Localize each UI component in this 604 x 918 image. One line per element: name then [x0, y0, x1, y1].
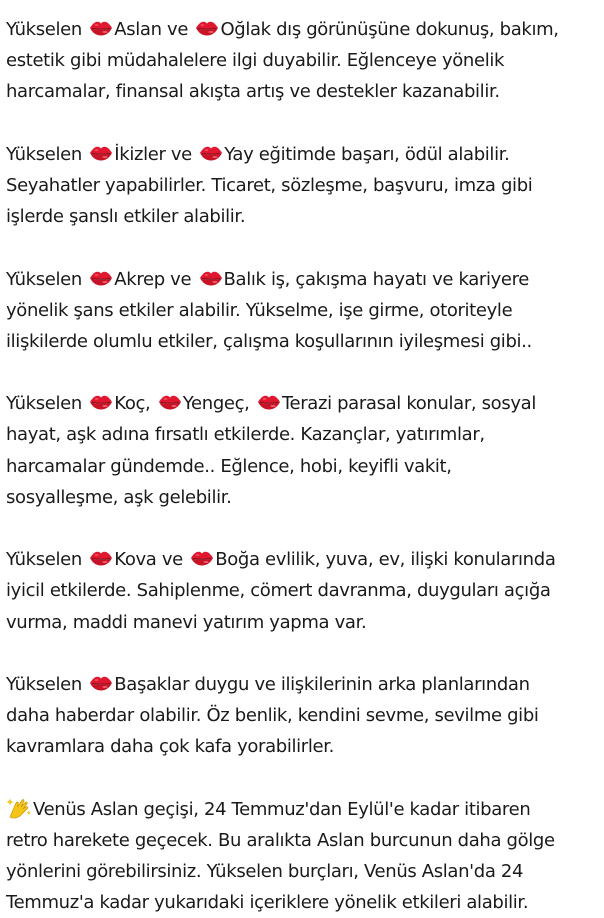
line-prefix: Yükselen	[6, 673, 88, 695]
kiss-mark-icon	[158, 393, 182, 411]
text-line	[6, 544, 600, 575]
kiss-mark-icon	[89, 549, 113, 567]
line-prefix: Yükselen	[6, 268, 88, 290]
kiss-mark-icon	[89, 269, 113, 287]
line-segment: Terazi parasal konular, sosyal	[281, 393, 537, 415]
line-segment: Başaklar duygu ve ilişkilerinin arka planlarından	[114, 673, 530, 695]
kiss-mark-icon	[190, 549, 214, 567]
line-segment: Venüs Aslan geçişi, 24 Temmuz'dan Eylül'e kadar itibaren	[33, 798, 531, 820]
paragraph-gap	[6, 357, 600, 388]
line-prefix: Yükselen	[6, 549, 88, 571]
kiss-mark-icon	[89, 144, 113, 162]
paragraph-venus-aslan	[6, 794, 600, 918]
paragraph-aslan-oglak	[6, 14, 600, 108]
paragraph-akrep-balik	[6, 264, 600, 358]
line-prefix: Yükselen	[6, 393, 88, 415]
paragraph-gap	[6, 638, 600, 669]
text-line: vurma, maddi manevi yatırım yapma var.	[6, 611, 367, 633]
line-segment: İkizler ve	[114, 143, 198, 165]
paragraph-gap	[6, 763, 600, 794]
line-segment: Balık iş, çakışma hayatı ve kariyere	[223, 268, 530, 290]
text-line: retro harekete geçecek. Bu aralıkta Aslan burcunun daha gölge	[6, 829, 555, 851]
text-line: daha haberdar olabilir. Öz benlik, kendini sevme, sevilme gibi	[6, 705, 539, 727]
text-line: kavramlara daha çok kafa yorabilirler.	[6, 736, 335, 758]
text-line: yönelik şans etkiler alabilir. Yükselme, işe girme, otoriteyle	[6, 299, 513, 321]
line-segment: Kova ve	[114, 549, 189, 571]
text-line: Seyahatler yapabilirler. Ticaret, sözleşme, başvuru, imza gibi	[6, 174, 533, 196]
text-line: harcamalar, finansal akışta artış ve destekler kazanabilir.	[6, 81, 500, 103]
paragraph-ikizler-yay	[6, 139, 600, 233]
text-line	[6, 264, 600, 295]
text-line	[6, 388, 600, 419]
text-line	[6, 669, 600, 700]
text-line: hayat, aşk adına fırsatlı etkilerde. Kazançlar, yatırımlar,	[6, 424, 485, 446]
paragraph-gap	[6, 232, 600, 263]
kiss-mark-icon	[195, 19, 219, 37]
paragraph-koc-yengec-terazi	[6, 388, 600, 513]
kiss-mark-icon	[89, 393, 113, 411]
text-line: yönlerini görebilirsiniz. Yükselen burçları, Venüs Aslan'da 24	[6, 861, 524, 883]
line-segment: Koç,	[114, 393, 156, 415]
post-body	[6, 0, 600, 918]
kiss-mark-icon	[89, 19, 113, 37]
line-segment: Akrep ve	[114, 268, 197, 290]
paragraph-gap	[6, 513, 600, 544]
text-line	[6, 139, 600, 170]
line-segment: Aslan ve	[114, 19, 194, 40]
line-prefix: Yükselen	[6, 143, 88, 165]
text-line: ilişkilerde olumlu etkiler, çalışma koşullarının iyileşmesi gibi..	[6, 330, 532, 352]
paragraph-basak	[6, 669, 600, 763]
sparkle-hands-icon	[6, 797, 32, 819]
text-line: harcamalar gündemde.. Eğlence, hobi, keyifli vakit,	[6, 455, 452, 477]
kiss-mark-icon	[257, 393, 281, 411]
paragraph-gap	[6, 108, 600, 139]
line-segment: Yengeç,	[182, 393, 255, 415]
text-line	[6, 14, 600, 45]
kiss-mark-icon	[199, 144, 223, 162]
paragraph-kova-boga	[6, 544, 600, 638]
text-line: estetik gibi müdahalelere ilgi duyabilir. Eğlenceye yönelik	[6, 50, 505, 72]
text-line: Temmuz'a kadar yukarıdaki içeriklere yönelik etkileri alabilir.	[6, 892, 529, 914]
kiss-mark-icon	[89, 674, 113, 692]
text-line: sosyalleşme, aşk gelebilir.	[6, 486, 232, 508]
line-segment: Boğa evlilik, yuva, ev, ilişki konularında	[215, 549, 556, 571]
text-line: işlerde şanslı etkiler alabilir.	[6, 206, 246, 228]
line-prefix: Yükselen	[6, 19, 88, 40]
text-line	[6, 794, 600, 825]
text-line: iyicil etkilerde. Sahiplenme, cömert davranma, duyguları açığa	[6, 580, 551, 602]
kiss-mark-icon	[199, 269, 223, 287]
line-segment: Oğlak dış görünüşüne dokunuş, bakım,	[220, 19, 559, 40]
line-segment: Yay eğitimde başarı, ödül alabilir.	[224, 143, 510, 165]
